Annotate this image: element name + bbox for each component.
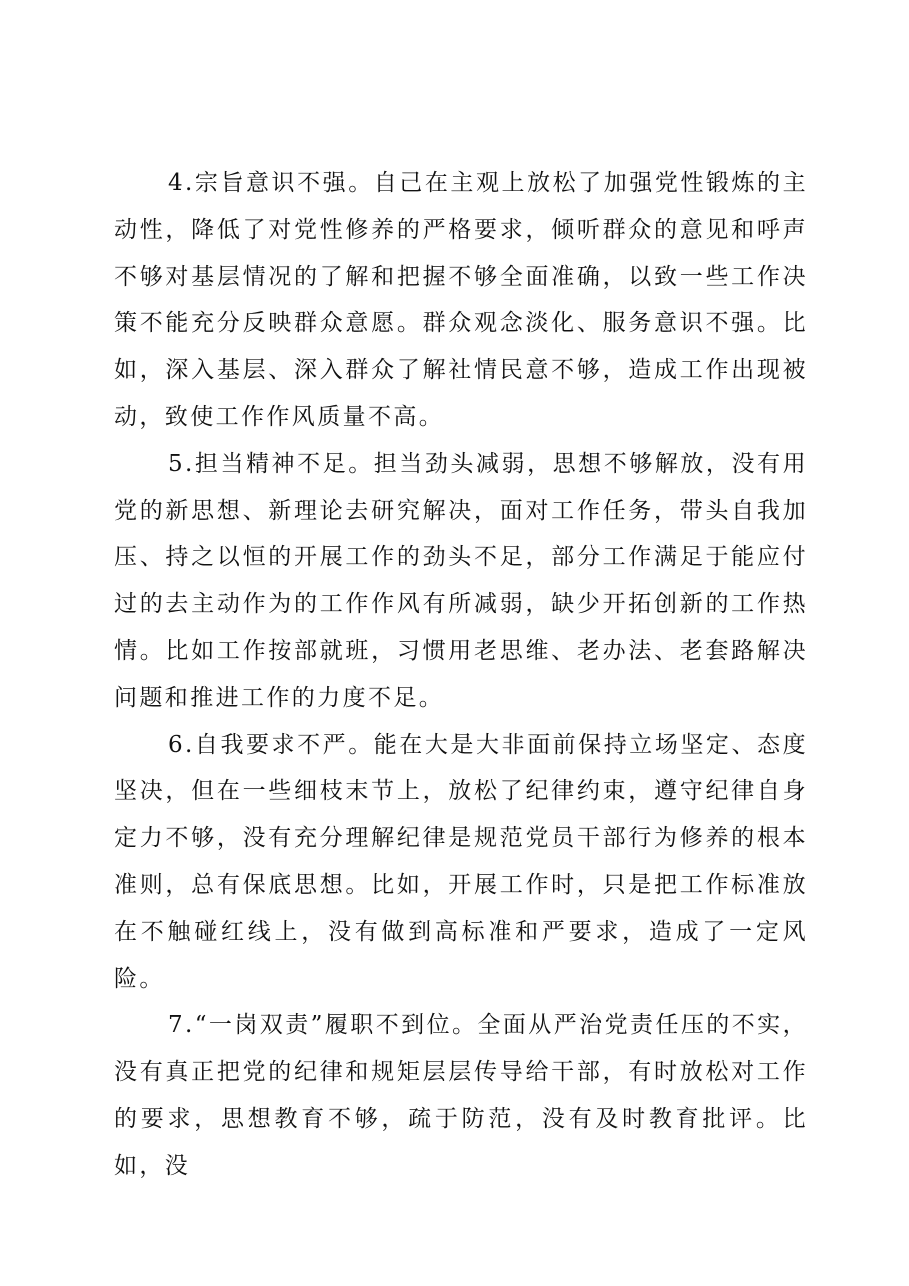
paragraph-5-responsibility-spirit: 5.担当精神不足。担当劲头减弱，思想不够解放，没有用党的新思想、新理论去研究解决，面对工作任务，带头自我加压、持之以恒的开展工作的劲头不足，部分工作满足于能应付过的去主动作为的工作作风有所减弱，缺少开拓创新的工作热情。比如工作按部就班，习惯用老思维、老办法、老套路解决问题和推进工作的力度不足。 (114, 450, 808, 711)
paragraph-6-self-discipline: 6.自我要求不严。能在大是大非面前保持立场坚定、态度坚决，但在一些细枝末节上，放松了纪律约束，遵守纪律自身定力不够，没有充分理解纪律是规范党员干部行为修养的根本准则，总有保底思想。比如，开展工作时，只是把工作标准放在不触碰红线上，没有做到高标准和严要求，造成了一定风险。 (114, 731, 808, 992)
paragraph-4-purpose-awareness: 4.宗旨意识不强。自己在主观上放松了加强党性锻炼的主动性，降低了对党性修养的严格要求，倾听群众的意见和呼声不够对基层情况的了解和把握不够全面准确，以致一些工作决策不能充分反映群众意愿。群众观念淡化、服务意识不强。比如，深入基层、深入群众了解社情民意不够，造成工作出现被动，致使工作作风质量不高。 (114, 170, 808, 430)
document-body (114, 160, 808, 1190)
paragraph-7-dual-responsibility: 7.“一岗双责”履职不到位。全面从严治党责任压的不实，没有真正把党的纪律和规矩层层传导给干部，有时放松对工作的要求，思想教育不够，疏于防范，没有及时教育批评。比如，没 (114, 1012, 808, 1179)
